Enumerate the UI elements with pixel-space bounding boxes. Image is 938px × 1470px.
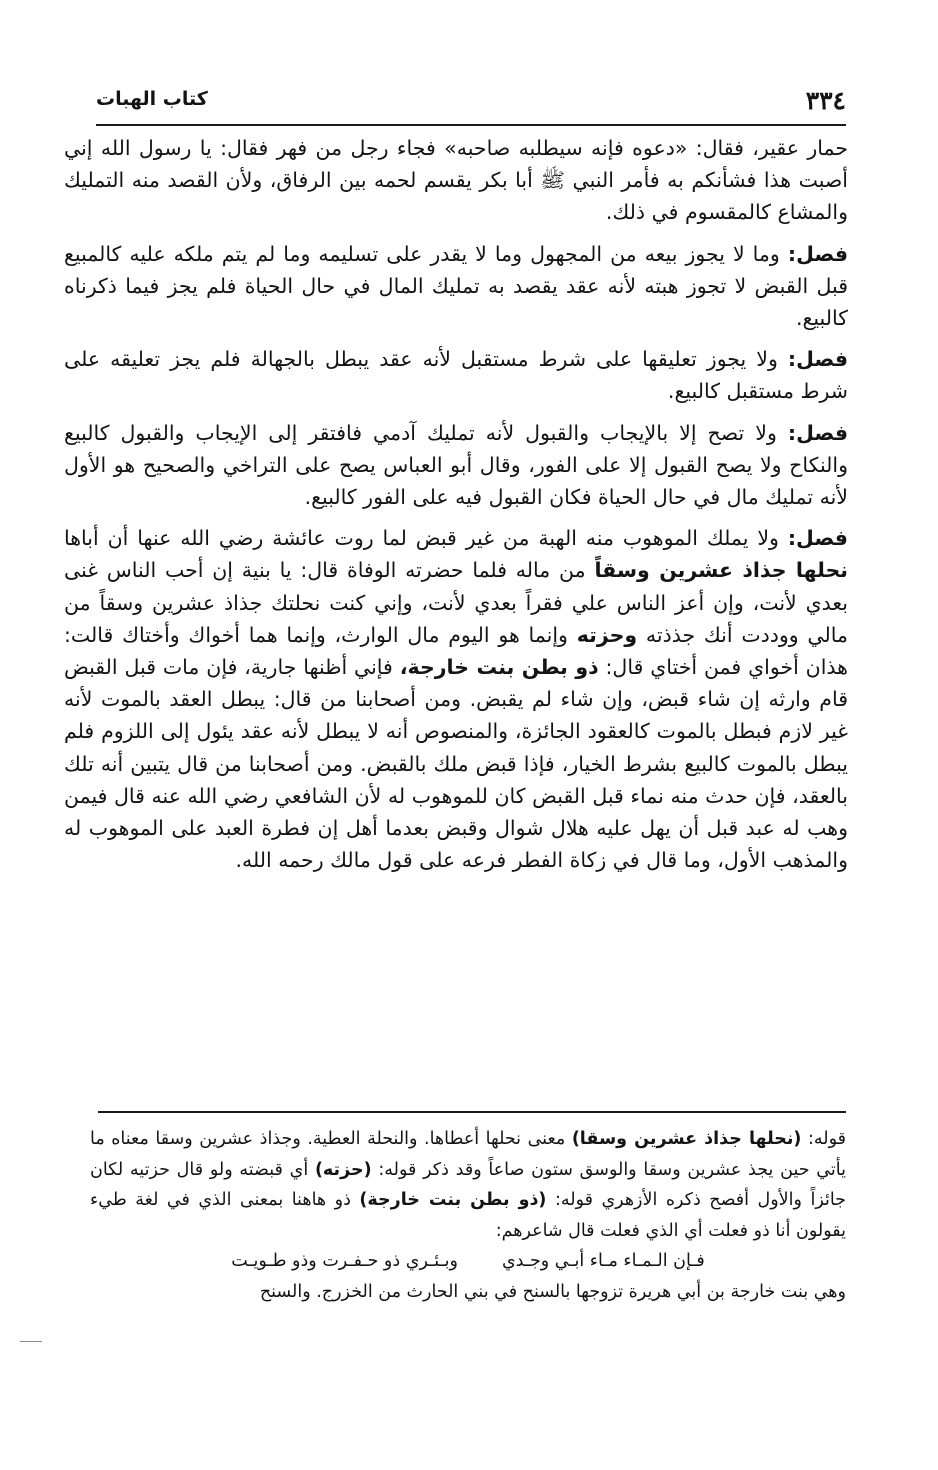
footnote-text-2: معنى نحلها أعطاها. والنحلة العطية. وجذاذ عشرين وسقا معناه ما يأتي حين يجذ عشرين وسقا والوسق ستون صاعاً وقد ذكر قوله: (90, 1129, 846, 1180)
footnote-term: (نحلها جذاذ عشرين وسقا) (571, 1129, 802, 1149)
highlight-phrase: ذو بطن بنت خارجة، (399, 655, 599, 680)
page-header (96, 84, 846, 126)
footnote-paragraph (90, 1124, 846, 1246)
verse-hemistich-1: فـإن الـمـاء مـاء أبـي وجـدي (501, 1251, 705, 1271)
footnote-term: (حزته) (314, 1159, 372, 1180)
footnotes (90, 1124, 846, 1307)
paragraph-1 (64, 132, 848, 229)
poetry-verse (90, 1246, 846, 1277)
footnote-text-4: ذو هاهنا بمعنى الذي في لغة طيء يقولون أنا ذو فعلت أي الذي فعلت قال شاعرهم: (90, 1190, 846, 1241)
paragraph-4 (64, 417, 848, 514)
paragraph-3 (64, 343, 848, 407)
footnote-term: (ذو بطن بنت خارجة) (359, 1190, 547, 1210)
section-lead: فصل: (787, 347, 848, 372)
paragraph-3-text: ولا يجوز تعليقها على شرط مستقبل لأنه عقد يبطل بالجهالة فلم يجز تعليقه على شرط مستقبل كالبيع. (64, 347, 848, 404)
footnote-text-3: أي قبضته ولو قال حزتيه لكان جائزاً والأول أفصح ذكره الأزهري قوله: (90, 1159, 846, 1210)
section-lead: فصل: (787, 420, 848, 445)
section-lead: فصل: (787, 241, 848, 266)
paragraph-5-text-3: وإنما هو اليوم مال الوارث، وإنما هما أخواك وأختاك قالت: هذان أخواي فمن أختاي قال: (64, 622, 848, 680)
main-text (64, 132, 848, 885)
footnote-divider (98, 1111, 846, 1113)
footnote-text-1: قوله: (807, 1129, 846, 1149)
paragraph-4-text: ولا تصح إلا بالإيجاب والقبول لأنه تمليك آدمي فافتقر إلى الإيجاب والقبول كالبيع والنكاح ولا يصح القبول إلا على الفور، وقال أبو العباس يصح على التراخي والصحيح هو الأول لأنه تمليك مال في حال الحياة فكان القبول فيه على الفور كالبيع. (64, 420, 848, 510)
paragraph-5-text-4: فإني أظنها جارية، فإن مات قبل القبض قام وارثه إن شاء قبض، وإن شاء لم يقبض. ومن أصحابنا من قال: يبطل العقد بالموت لأنه غير لازم فبطل بالموت كالعقود الجائزة، والمنصوص أنه لا يبطل لأنه عقد يئول إلى اللزوم فلم يبطل بالموت كالبيع بشرط الخيار، فإذا قبض ملك بالقبض. ومن أصحابنا من قال يتبين أنه تلك بالعقد، فإن حدث منه نماء قبل القبض كان للموهوب له لأن الشافعي رضي الله عنه قال فيمن وهب له عبد قبل أن يهل عليه هلال شوال وقبض بعدما أهل إن فطرة العبد على الموهوب له والمذهب الأول، وما قال في زكاة الفطر فرعه على قول مالك رحمه الله. (64, 655, 848, 873)
page-number: ٣٣٤ (805, 86, 846, 115)
footnote-text-5: وهي بنت خارجة بن أبي هريرة تزوجها بالسنح في بني الحارث من الخزرج. والسنح (259, 1281, 846, 1302)
section-lead: فصل: (787, 526, 848, 551)
verse-hemistich-2: وبـئـري ذو حـفـرت وذو طـويـت (231, 1251, 458, 1271)
paragraph-5 (64, 522, 848, 876)
paragraph-1-text: حمار عقير، فقال: «دعوه فإنه سيطلبه صاحبه» فجاء رجل من فهر فقال: يا رسول الله إني أصبت هذا فشأنكم به فأمر النبي ﷺ أبا بكر يقسم لحمه بين الرفاق، ولأن القصد منه التمليك والمشاع كالمقسوم في ذلك. (64, 136, 848, 225)
running-title: كتاب الهبات (96, 88, 208, 110)
footnote-paragraph-end (90, 1277, 846, 1308)
paragraph-2-text: وما لا يجوز بيعه من المجهول وما لا يقدر على تسليمه وما لم يتم ملكه عليه كالمبيع قبل القبض لا تجوز هبته لأنه عقد يقصد به تمليك المال في حال الحياة فلم يجز فيما ذكرناه كالبيع. (64, 241, 848, 331)
highlight-phrase: نحلها جذاذ عشرين وسقاً (594, 558, 848, 583)
paragraph-5-text-2: من ماله فلما حضرته الوفاة قال: يا بنية إن أحب الناس غنى بعدي لأنت، وإن أعز الناس علي فقراً بعدي لأنت، وإني كنت نحلتك جذاذ عشرين وسقاً من مالي ووددت أنك جذذته (64, 558, 848, 647)
paragraph-5-text-1: ولا يملك الموهوب منه الهبة من غير قبض لما روت عائشة رضي الله عنها أن أباها (64, 526, 779, 551)
highlight-phrase: وحزته (576, 622, 638, 647)
paragraph-2 (64, 238, 848, 335)
scan-edge-mark (20, 1341, 42, 1342)
